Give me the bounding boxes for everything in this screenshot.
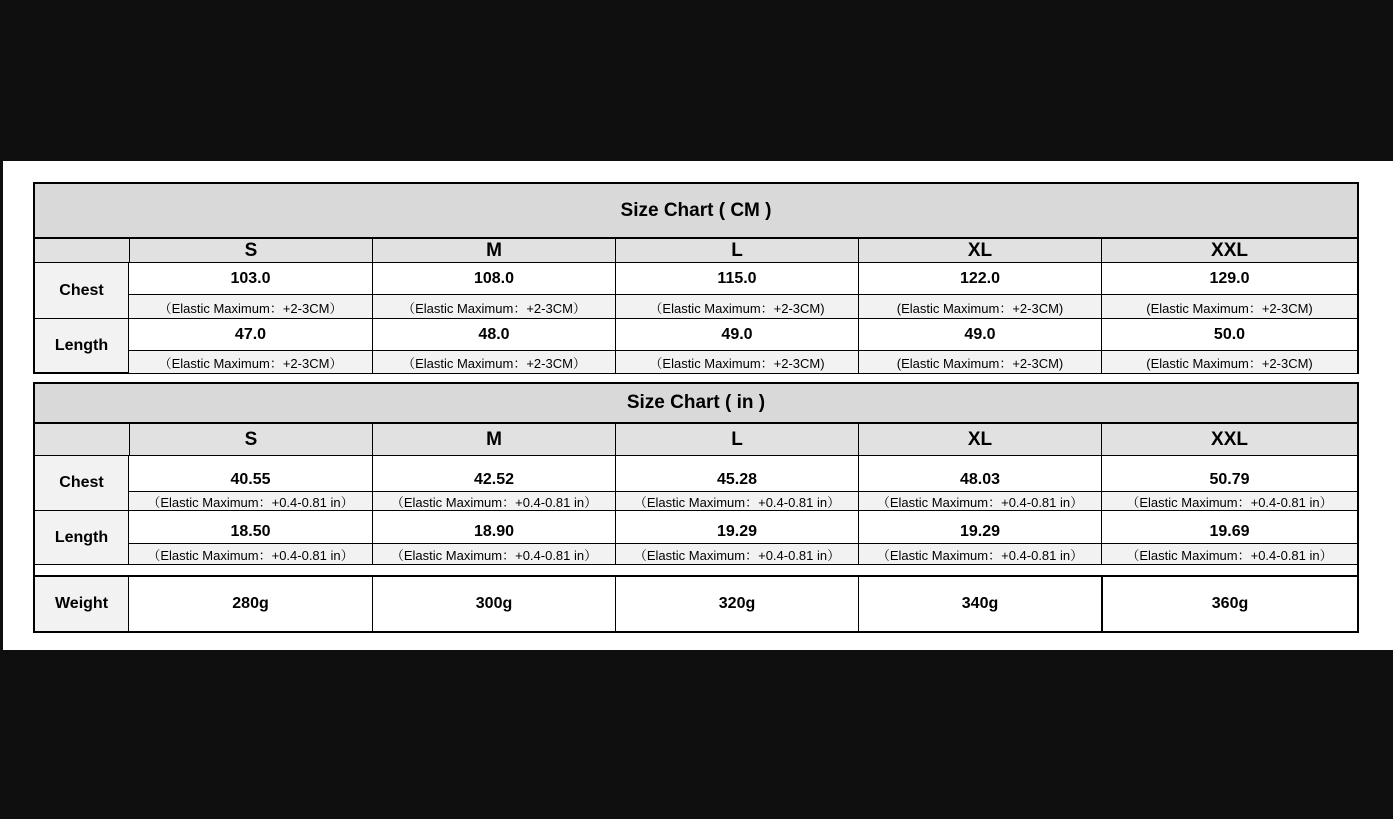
value-cell: 45.28 bbox=[615, 456, 858, 491]
table-row bbox=[35, 318, 1357, 372]
size-chart-inch-table bbox=[33, 382, 1359, 633]
table-row bbox=[35, 510, 1357, 564]
row-label-weight: Weight bbox=[35, 577, 129, 631]
elastic-note: （Elastic Maximum：+2-3CM) bbox=[615, 294, 858, 319]
size-header-s: S bbox=[129, 239, 372, 262]
value-cell: 48.0 bbox=[372, 319, 615, 350]
spacer-strip bbox=[35, 564, 1357, 575]
value-cell: 50.0 bbox=[1101, 319, 1357, 350]
elastic-note: （Elastic Maximum：+0.4-0.81 in） bbox=[615, 491, 858, 511]
elastic-note: （Elastic Maximum：+0.4-0.81 in） bbox=[615, 543, 858, 565]
elastic-note: （Elastic Maximum：+0.4-0.81 in） bbox=[372, 491, 615, 511]
value-cell: 49.0 bbox=[615, 319, 858, 350]
elastic-note: (Elastic Maximum：+2-3CM) bbox=[858, 294, 1101, 319]
size-header-xxl: XXL bbox=[1101, 239, 1357, 262]
value-cell: 18.90 bbox=[372, 511, 615, 543]
value-cell: 50.79 bbox=[1101, 456, 1357, 491]
value-cell: 48.03 bbox=[858, 456, 1101, 491]
table-title-row bbox=[35, 184, 1357, 237]
elastic-note: （Elastic Maximum：+0.4-0.81 in） bbox=[372, 543, 615, 565]
row-label-chest: Chest bbox=[35, 456, 129, 510]
size-chart-cm-table bbox=[33, 182, 1359, 374]
value-cell: 18.50 bbox=[230, 523, 271, 540]
value-cell: 40.55 bbox=[230, 470, 271, 488]
value-cell: 19.29 bbox=[615, 511, 858, 543]
elastic-note: （Elastic Maximum：+2-3CM) bbox=[615, 350, 858, 373]
value-cell: 129.0 bbox=[1101, 263, 1357, 294]
value-cell: 108.0 bbox=[372, 263, 615, 294]
elastic-note: （Elastic Maximum：+2-3CM） bbox=[129, 294, 372, 319]
value-cell: 122.0 bbox=[858, 263, 1101, 294]
value-cell: 19.29 bbox=[858, 511, 1101, 543]
elastic-note: （Elastic Maximum：+0.4-0.81 in） bbox=[1101, 491, 1357, 511]
size-header-xl: XL bbox=[858, 424, 1101, 455]
size-header-s: S bbox=[129, 424, 372, 455]
table-row bbox=[35, 262, 1357, 318]
value-cell: 19.69 bbox=[1101, 511, 1357, 543]
elastic-note: (Elastic Maximum：+2-3CM) bbox=[1101, 294, 1357, 319]
row-label-chest: Chest bbox=[35, 263, 129, 318]
elastic-note: （Elastic Maximum：+2-3CM） bbox=[372, 294, 615, 319]
value-cell: 49.0 bbox=[858, 319, 1101, 350]
size-header-m: M bbox=[372, 239, 615, 262]
value-cell: 103.0 bbox=[230, 269, 271, 287]
row-label-length: Length bbox=[35, 511, 129, 564]
table-row bbox=[35, 455, 1357, 510]
elastic-note: (Elastic Maximum：+2-3CM) bbox=[858, 350, 1101, 373]
table-title: Size Chart ( in ) bbox=[626, 392, 766, 413]
weight-value: 300g bbox=[372, 577, 615, 631]
elastic-note: （Elastic Maximum：+0.4-0.81 in） bbox=[129, 543, 372, 565]
elastic-note: （Elastic Maximum：+0.4-0.81 in） bbox=[858, 491, 1101, 511]
value-cell: 47.0 bbox=[234, 325, 267, 343]
size-header-m: M bbox=[372, 424, 615, 455]
row-label-length: Length bbox=[35, 319, 129, 372]
size-header-xxl: XXL bbox=[1101, 424, 1357, 455]
elastic-note: （Elastic Maximum：+0.4-0.81 in） bbox=[129, 491, 372, 511]
size-header-row bbox=[35, 422, 1357, 455]
value-cell: 42.52 bbox=[372, 456, 615, 491]
elastic-note: （Elastic Maximum：+0.4-0.81 in） bbox=[1101, 543, 1357, 565]
size-header-row bbox=[35, 237, 1357, 262]
weight-row bbox=[35, 575, 1357, 631]
weight-value: 280g bbox=[232, 595, 269, 612]
weight-value: 340g bbox=[858, 577, 1101, 631]
elastic-note: （Elastic Maximum：+2-3CM） bbox=[129, 350, 372, 373]
elastic-note: (Elastic Maximum：+2-3CM) bbox=[1101, 350, 1357, 373]
elastic-note: （Elastic Maximum：+2-3CM） bbox=[372, 350, 615, 373]
size-header-l: L bbox=[615, 424, 858, 455]
header-blank-cell bbox=[35, 424, 129, 455]
weight-value: 320g bbox=[615, 577, 858, 631]
value-cell: 115.0 bbox=[615, 263, 858, 294]
size-chart-panel bbox=[3, 161, 1393, 650]
table-title-row bbox=[35, 384, 1357, 422]
size-header-l: L bbox=[615, 239, 858, 262]
weight-value: 360g bbox=[1101, 577, 1357, 631]
table-title: Size Chart ( CM ) bbox=[620, 199, 772, 221]
header-blank-cell bbox=[35, 239, 129, 262]
size-header-xl: XL bbox=[858, 239, 1101, 262]
elastic-note: （Elastic Maximum：+0.4-0.81 in） bbox=[858, 543, 1101, 565]
